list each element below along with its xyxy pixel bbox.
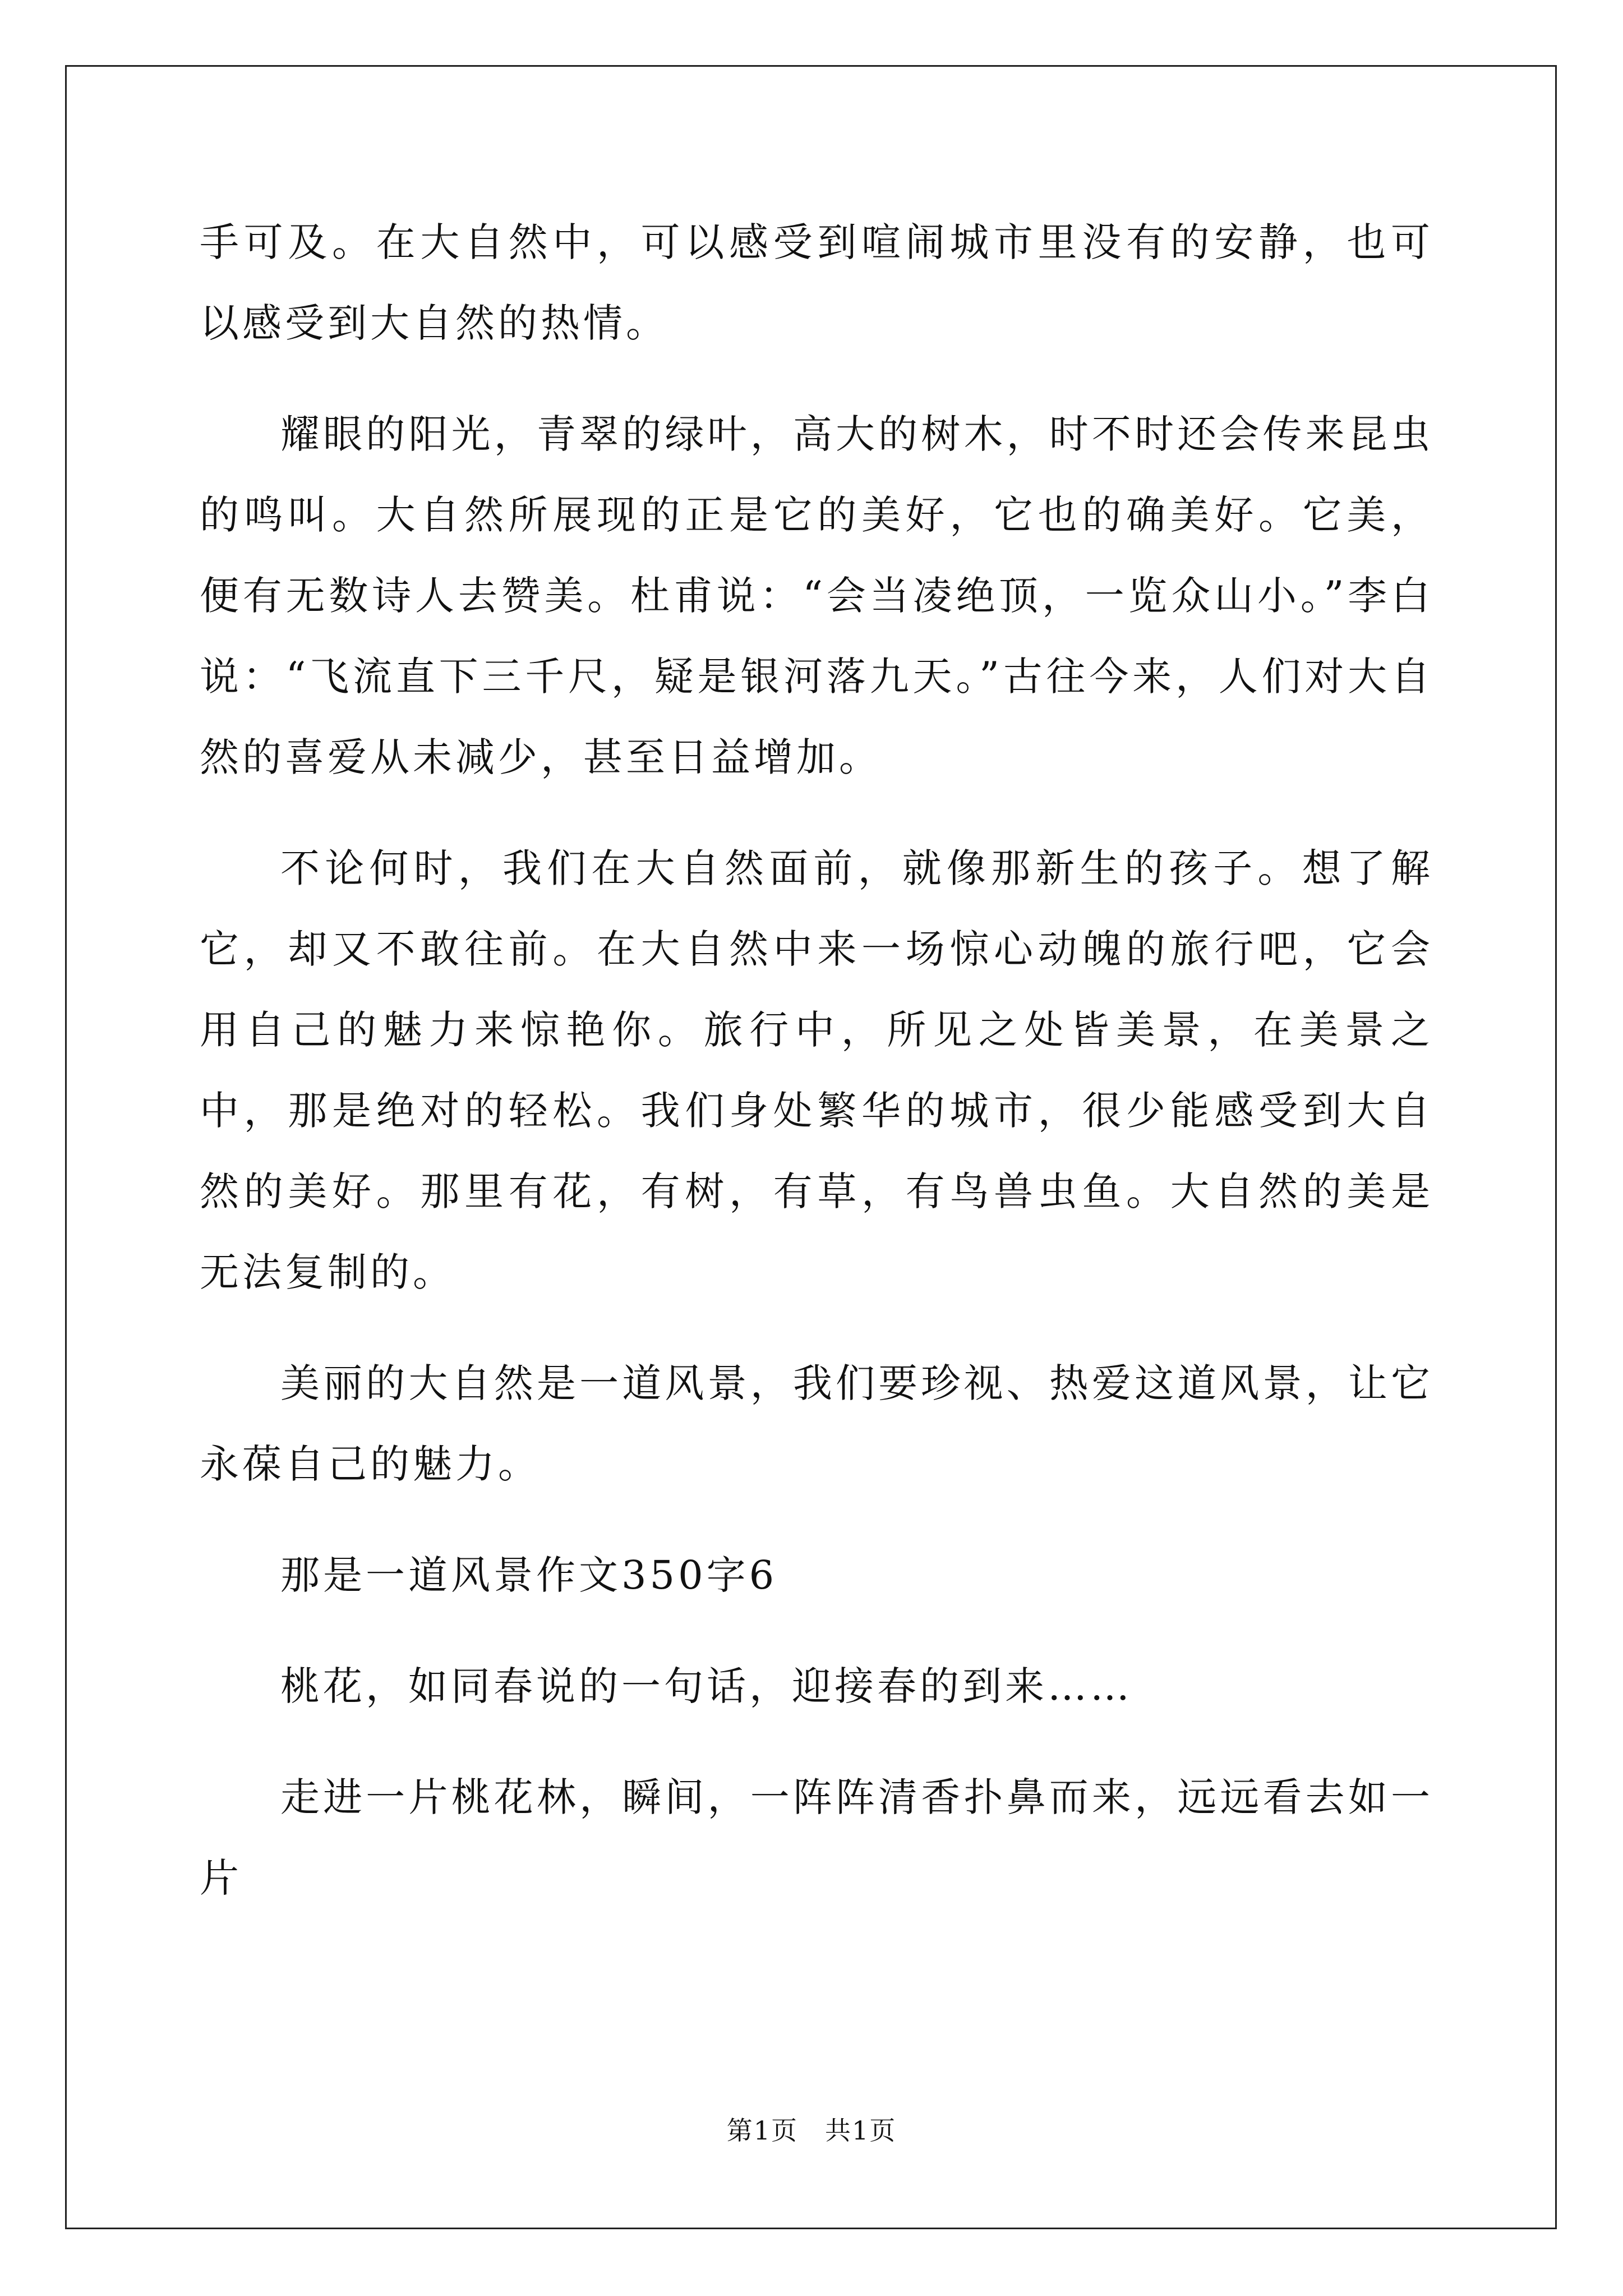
- paragraph-newborn: 不论何时，我们在大自然面前，就像那新生的孩子。想了解它，却又不敢往前。在大自然中来一场惊心动魄的旅行吧，它会用自己的魅力来惊艳你。旅行中，所见之处皆美景，在美景之中，那是绝对的轻松。我们身处繁华的城市，很少能感受到大自然的美好。那里有花，有树，有草，有鸟兽虫鱼。大自然的美是无法复制的。: [200, 845, 1433, 1295]
- page-number: 第1页 共1页: [726, 2115, 897, 2146]
- paragraph-conclusion: 美丽的大自然是一道风景，我们要珍视、热爱这道风景，让它永葆自己的魅力。: [200, 1360, 1433, 1487]
- paragraph-peach-blossom: 桃花，如同春说的一句话，迎接春的到来……: [280, 1663, 1133, 1709]
- essay-heading: 那是一道风景作文350字6: [280, 1552, 778, 1598]
- document-body: [200, 202, 1433, 1918]
- paragraph-continuation: 手可及。在大自然中，可以感受到喧闹城市里没有的安静，也可以感受到大自然的热情。: [200, 219, 1433, 346]
- paragraph-sunlight: 耀眼的阳光，青翠的绿叶，高大的树木，时不时还会传来昆虫的鸣叫。大自然所展现的正是它的美好，它也的确美好。它美，便有无数诗人去赞美。杜甫说：“会当凌绝顶，一览众山小。”李白说：“飞流直下三千尺，疑是银河落九天。”古往今来，人们对大自然的喜爱从未减少，甚至日益增加。: [200, 411, 1433, 780]
- paragraph-peach-forest: 走进一片桃花林，瞬间，一阵阵清香扑鼻而来，远远看去如一片: [200, 1774, 1433, 1901]
